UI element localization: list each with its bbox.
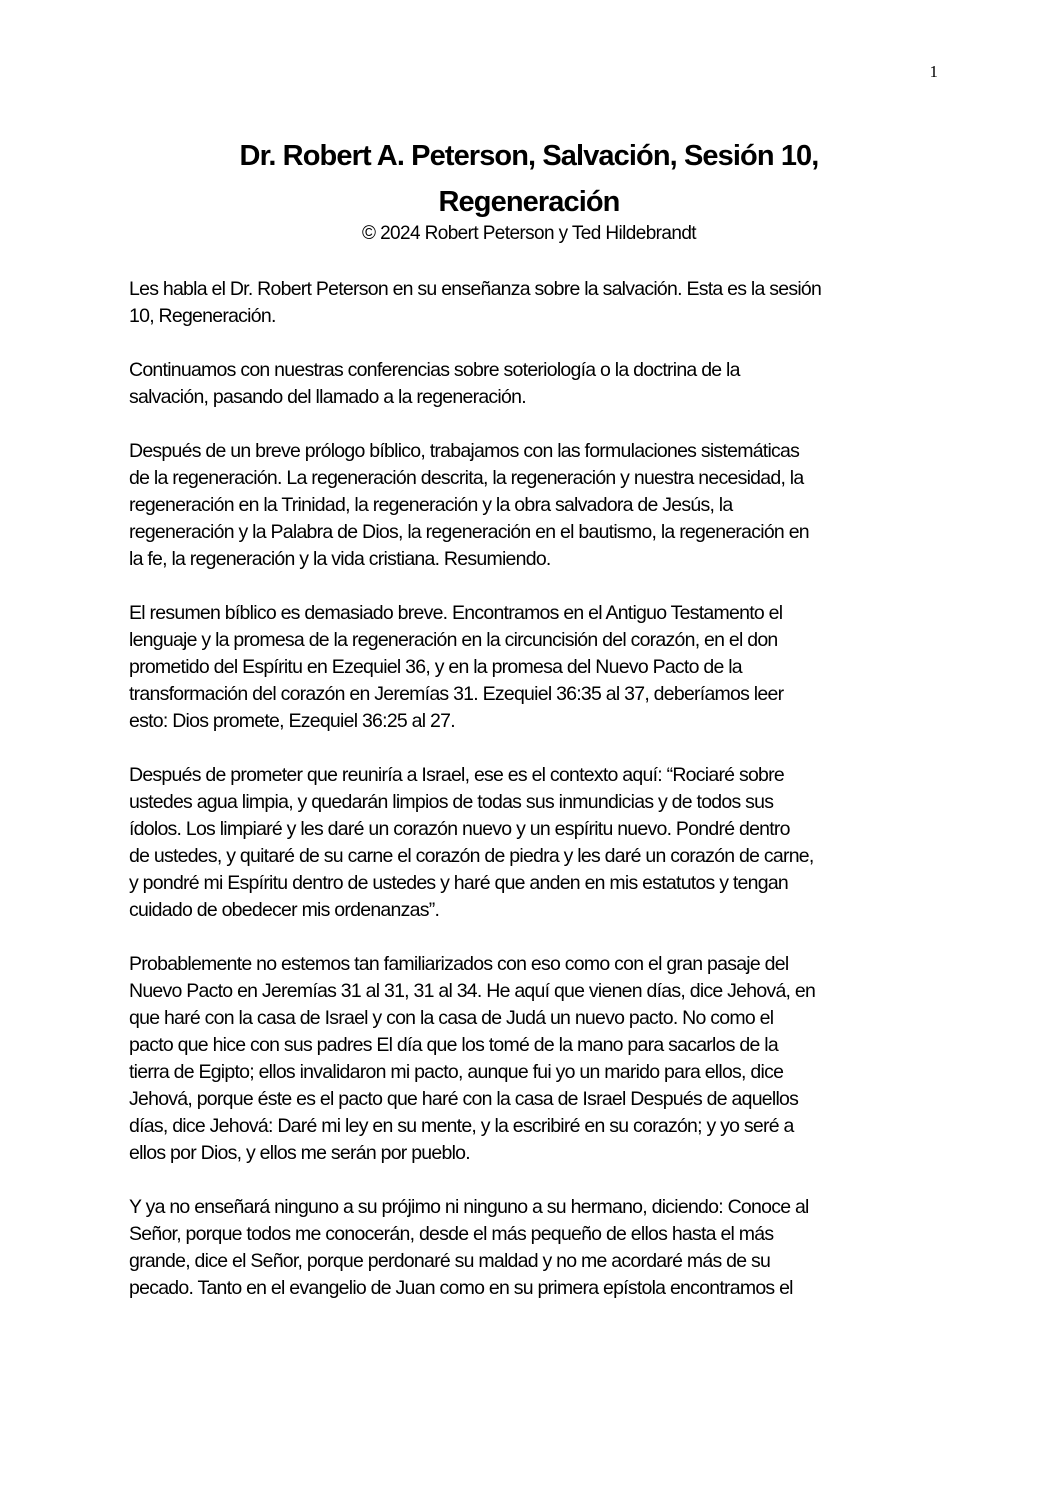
- text-line: esto: Dios promete, Ezequiel 36:25 al 27.: [129, 710, 455, 732]
- document-title: [100, 133, 958, 225]
- text-line: lenguaje y la promesa de la regeneración en la circuncisión del corazón, en el don: [129, 629, 778, 651]
- text-line: y pondré mi Espíritu dentro de ustedes y haré que anden en mis estatutos y tengan: [129, 872, 789, 894]
- text-line: pecado. Tanto en el evangelio de Juan como en su primera epístola encontramos el: [129, 1277, 793, 1299]
- text-line: Jehová, porque éste es el pacto que haré con la casa de Israel Después de aquellos: [129, 1088, 799, 1110]
- text-line: El resumen bíblico es demasiado breve. Encontramos en el Antiguo Testamento el: [129, 602, 783, 624]
- text-line: Señor, porque todos me conocerán, desde el más pequeño de ellos hasta el más: [129, 1223, 774, 1245]
- text-line: Continuamos con nuestras conferencias sobre soteriología o la doctrina de la: [129, 359, 740, 381]
- copyright-notice: © 2024 Robert Peterson y Ted Hildebrandt: [362, 223, 696, 244]
- title-line-2: Regeneración: [438, 186, 620, 218]
- text-line: regeneración y la Palabra de Dios, la regeneración en el bautismo, la regeneración en: [129, 521, 809, 543]
- text-line: la fe, la regeneración y la vida cristiana. Resumiendo.: [129, 548, 551, 570]
- text-line: tierra de Egipto; ellos invalidaron mi pacto, aunque fui yo un marido para ellos, dice: [129, 1061, 784, 1083]
- title-line-1: Dr. Robert A. Peterson, Salvación, Sesión 10,: [239, 140, 819, 172]
- paragraph-intro: [129, 276, 929, 330]
- text-line: transformación del corazón en Jeremías 31. Ezequiel 36:35 al 37, deberíamos leer: [129, 683, 784, 705]
- text-line: Les habla el Dr. Robert Peterson en su enseñanza sobre la salvación. Esta es la sesión: [129, 278, 822, 300]
- text-line: que haré con la casa de Israel y con la casa de Judá un nuevo pacto. No como el: [129, 1007, 774, 1029]
- text-line: cuidado de obedecer mis ordenanzas”.: [129, 899, 440, 921]
- text-line: pacto que hice con sus padres El día que los tomé de la mano para sacarlos de la: [129, 1034, 778, 1056]
- text-line: días, dice Jehová: Daré mi ley en su mente, y la escribiré en su corazón; y yo seré a: [129, 1115, 794, 1137]
- paragraph-jeremiah-quote: [129, 951, 929, 1167]
- text-line: de la regeneración. La regeneración descrita, la regeneración y nuestra necesidad, la: [129, 467, 804, 489]
- text-line: Y ya no enseñará ninguno a su prójimo ni ninguno a su hermano, diciendo: Conoce al: [129, 1196, 809, 1218]
- text-line: Después de un breve prólogo bíblico, trabajamos con las formulaciones sistemáticas: [129, 440, 800, 462]
- paragraph-outline: [129, 438, 929, 573]
- text-line: 10, Regeneración.: [129, 305, 276, 327]
- text-line: grande, dice el Señor, porque perdonaré su maldad y no me acordaré más de su: [129, 1250, 771, 1272]
- paragraph-biblical-summary: [129, 600, 929, 735]
- paragraph-ezekiel-quote: [129, 762, 929, 924]
- text-line: de ustedes, y quitaré de su carne el corazón de piedra y les daré un corazón de carne,: [129, 845, 814, 867]
- text-line: Nuevo Pacto en Jeremías 31 al 31, 31 al 34. He aquí que vienen días, dice Jehová, en: [129, 980, 816, 1002]
- page-number: 1: [929, 62, 938, 81]
- text-line: Probablemente no estemos tan familiarizados con eso como con el gran pasaje del: [129, 953, 789, 975]
- text-line: ídolos. Los limpiaré y les daré un corazón nuevo y un espíritu nuevo. Pondré dentro: [129, 818, 790, 840]
- text-line: Después de prometer que reuniría a Israel, ese es el contexto aquí: “Rociaré sobre: [129, 764, 784, 786]
- text-line: ustedes agua limpia, y quedarán limpios de todas sus inmundicias y de todos sus: [129, 791, 774, 813]
- text-line: salvación, pasando del llamado a la regeneración.: [129, 386, 526, 408]
- paragraph-new-covenant: [129, 1194, 929, 1302]
- text-line: regeneración en la Trinidad, la regeneración y la obra salvadora de Jesús, la: [129, 494, 733, 516]
- document-body: [129, 276, 929, 1329]
- paragraph-continuation: [129, 357, 929, 411]
- text-line: ellos por Dios, y ellos me serán por pueblo.: [129, 1142, 470, 1164]
- text-line: prometido del Espíritu en Ezequiel 36, y en la promesa del Nuevo Pacto de la: [129, 656, 742, 678]
